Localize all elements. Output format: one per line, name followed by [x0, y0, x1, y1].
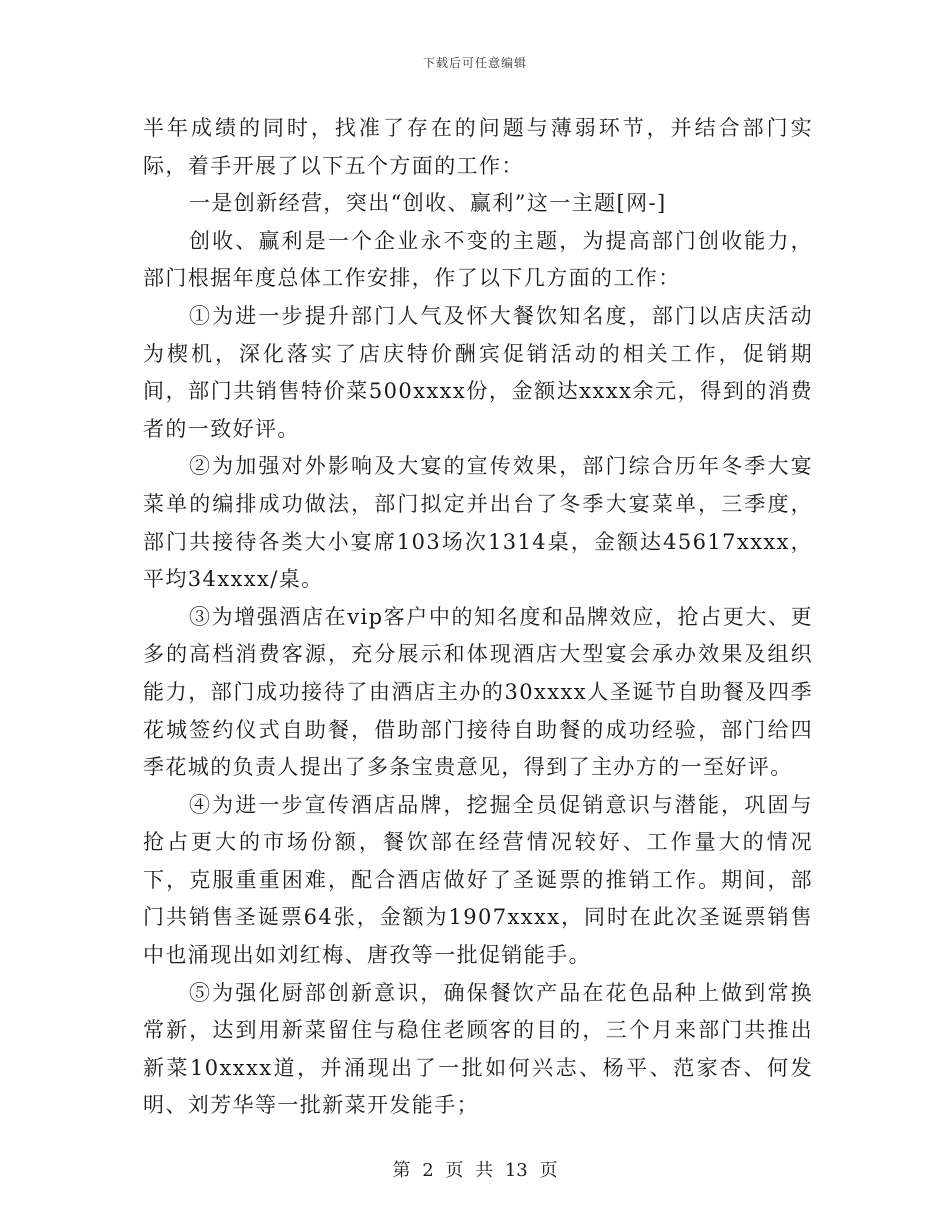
paragraph-item-1: ①为进一步提升部门人气及怀大餐饮知名度，部门以店庆活动为楔机，深化落实了店庆特价酬宾促销活动的相关工作，促销期间，部门共销售特价菜500xxxx份，金额达xxxx余元，得到的消费者的一致好评。 [143, 303, 813, 441]
document-body [143, 110, 813, 1125]
page-header: 下载后可任意编辑 [422, 56, 527, 70]
paragraph-item-5: ⑤为强化厨部创新意识，确保餐饮产品在花色品种上做到常换常新，达到用新菜留住与稳住老顾客的目的，三个月来部门共推出新菜10xxxx道，并涌现出了一批如何兴志、杨平、范家杏、何发明、刘芳华等一批新菜开发能手； [143, 980, 813, 1118]
section-heading: 一是创新经营，突出“创收、赢利”这一主题[网-] [189, 191, 667, 216]
paragraph-item-3: ③为增强酒店在vip客户中的知名度和品牌效应，抢占更大、更多的高档消费客源，充分展示和体现酒店大型宴会承办效果及组织能力，部门成功接待了由酒店主办的30xxxx人圣诞节自助餐及四季花城签约仪式自助餐，借助部门接待自助餐的成功经验，部门给四季花城的负责人提出了多条宝贵意见，得到了主办方的一至好评。 [143, 604, 813, 780]
paragraph-item-4: ④为进一步宣传酒店品牌，挖掘全员促销意识与潜能，巩固与抢占更大的市场份额，餐饮部在经营情况较好、工作量大的情况下，克服重重困难，配合酒店做好了圣诞票的推销工作。期间，部门共销售圣诞票64张，金额为1907xxxx，同时在此次圣诞票销售中也涌现出如刘红梅、唐孜等一批促销能手。 [143, 792, 813, 968]
paragraph-continuation: 半年成绩的同时，找准了存在的问题与薄弱环节，并结合部门实际，着手开展了以下五个方面的工作： [143, 116, 813, 178]
paragraph-intro: 创收、赢利是一个企业永不变的主题，为提高部门创收能力，部门根据年度总体工作安排，作了以下几方面的工作： [143, 228, 813, 291]
paragraph-item-2: ②为加强对外影响及大宴的宣传效果，部门综合历年冬季大宴菜单的编排成功做法，部门拟定并出台了冬季大宴菜单，三季度，部门共接待各类大小宴席103场次1314桌，金额达45617xxxx，平均34xxxx/桌。 [143, 454, 813, 592]
page-number: 第 2 页 共 13 页 [392, 1160, 558, 1181]
